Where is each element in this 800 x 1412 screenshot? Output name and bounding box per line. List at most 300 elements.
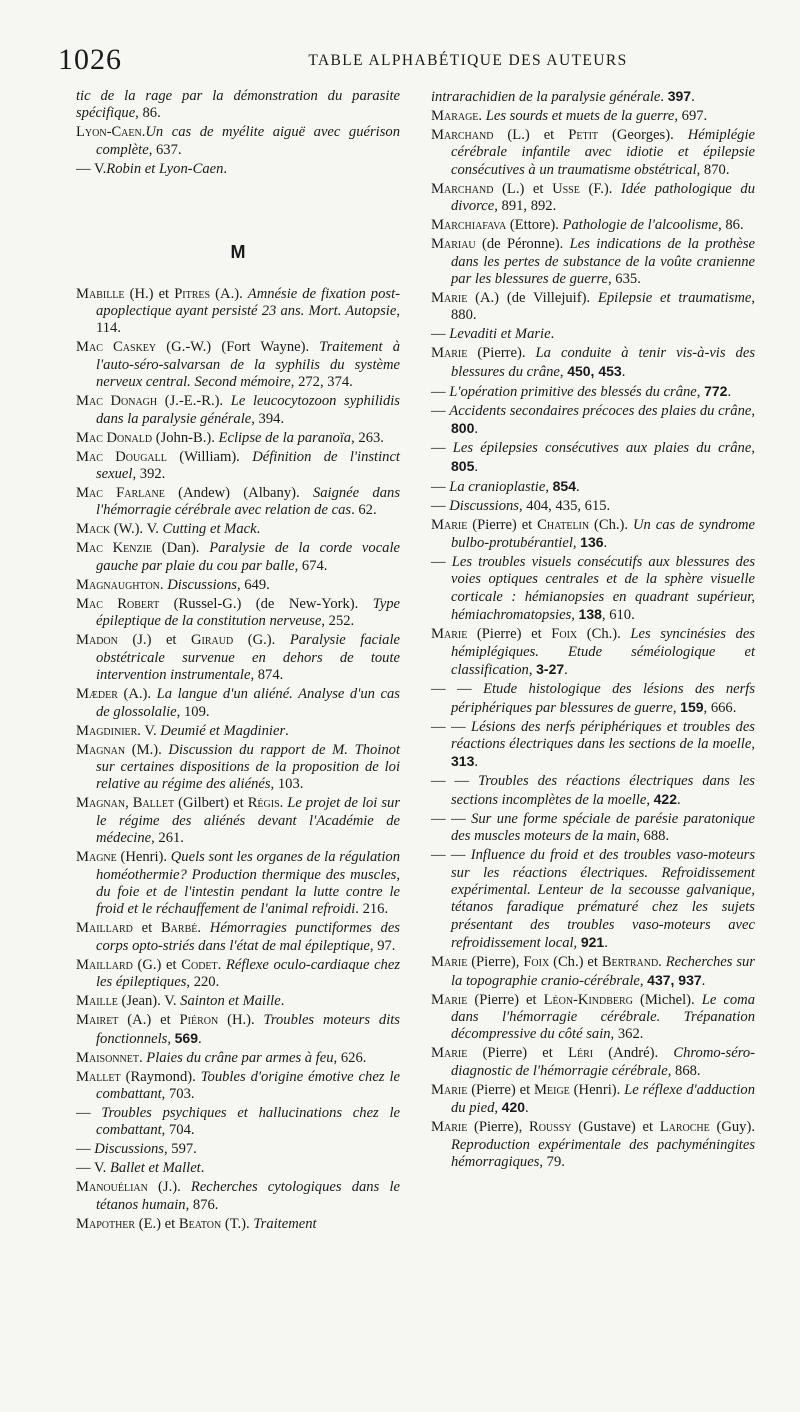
index-entry bbox=[76, 521, 400, 538]
index-entry bbox=[76, 993, 400, 1010]
entry-author: Mac Farlane bbox=[76, 485, 165, 502]
page-number: 1026 bbox=[58, 43, 122, 76]
index-entry bbox=[431, 403, 755, 439]
entry-author: — — bbox=[431, 810, 466, 827]
entry-connector bbox=[446, 440, 453, 456]
entry-connector: (Dan). bbox=[152, 540, 210, 557]
entry-page-ref: , bbox=[167, 1030, 175, 1047]
entry-page-ref: , 263. bbox=[351, 429, 384, 446]
index-entry bbox=[431, 478, 755, 496]
entry-author: Mabille bbox=[76, 285, 125, 302]
entry-page-ref: , 392. bbox=[132, 466, 166, 483]
entry-connector: (Gilbert) et bbox=[174, 795, 248, 812]
entry-page-ref: , 876. bbox=[185, 1196, 219, 1213]
index-entry bbox=[431, 498, 755, 515]
entry-author: — bbox=[431, 497, 446, 514]
entry-author: Marie bbox=[431, 290, 468, 307]
entries-before-section bbox=[76, 88, 400, 178]
entry-title: Traitement bbox=[253, 1215, 317, 1232]
index-entry bbox=[431, 326, 755, 343]
entry-title: La conduite à tenir vis-à-vis des blessures du crâne bbox=[451, 345, 755, 380]
entry-author: Marie bbox=[431, 626, 468, 643]
entry-page-ref-bold: 159 bbox=[680, 698, 704, 715]
entry-connector: (H.). bbox=[218, 1012, 264, 1029]
entry-connector: (A.) (de Villejuif). bbox=[467, 290, 598, 307]
entry-page-ref: . bbox=[564, 662, 568, 679]
index-entry bbox=[76, 686, 400, 721]
index-entry bbox=[76, 1179, 400, 1214]
index-entry bbox=[76, 632, 400, 684]
entry-author: — bbox=[431, 440, 446, 457]
entry-page-ref: , 870. bbox=[696, 161, 730, 178]
entry-title: Troubles moteurs dits fonctionnels bbox=[96, 1012, 400, 1047]
index-entry bbox=[431, 954, 755, 990]
entry-title: Paralysie faciale obstétricale survenue en dehors de toute intervention instrumentale bbox=[96, 632, 400, 684]
entry-page-ref: , bbox=[545, 478, 553, 495]
entry-page-ref: . bbox=[550, 326, 555, 343]
entry-author: Mapother bbox=[76, 1215, 136, 1232]
entry-author: Marage. bbox=[431, 108, 483, 124]
entry-page-ref: , 97. bbox=[369, 937, 396, 954]
index-entry bbox=[76, 1216, 400, 1233]
index-entry bbox=[431, 517, 755, 553]
entry-title: tic de la rage par la démonstration du parasite spécifique bbox=[76, 88, 400, 122]
entry-author: Maisonnet. bbox=[76, 1049, 143, 1066]
entry-title: Un cas de syndrome bulbo-protubérantiel bbox=[451, 516, 755, 552]
entry-page-ref: , 697. bbox=[674, 108, 708, 124]
entry-page-ref: . 62. bbox=[351, 502, 377, 519]
entry-title: Toubles d'origine émotive chez le combattant bbox=[96, 1068, 401, 1102]
entry-coauthor: Piéron bbox=[179, 1012, 219, 1029]
entry-page-ref: , 394. bbox=[251, 410, 285, 427]
entry-connector bbox=[201, 920, 210, 936]
entry-connector: (L.) et bbox=[493, 127, 569, 143]
entry-connector: (Pierre) et bbox=[467, 1081, 535, 1098]
entry-connector: (Michel). bbox=[632, 991, 702, 1008]
entry-author: Mack bbox=[76, 521, 111, 538]
entry-page-ref-bold: 397 bbox=[667, 88, 692, 104]
entry-coauthor: Barbé. bbox=[160, 920, 201, 937]
entry-title: Cutting et Mack bbox=[162, 521, 257, 538]
entry-title: Les épilepsies consécutives aux plaies du crâne bbox=[452, 440, 752, 457]
entry-connector: (Henri). bbox=[116, 849, 171, 866]
entry-connector: (Pierre) et bbox=[467, 991, 544, 1008]
entry-connector: (A.). bbox=[117, 686, 157, 703]
index-entry bbox=[76, 161, 400, 178]
entry-connector: (G.-W.) (Fort Wayne). bbox=[156, 339, 320, 356]
entry-page-ref: , bbox=[572, 535, 581, 552]
page-header bbox=[58, 42, 758, 78]
entry-author: Marie bbox=[431, 954, 468, 971]
entry-connector: (G.) et bbox=[132, 956, 182, 973]
entry-page-ref: , 891, 892. bbox=[494, 198, 557, 215]
entry-page-ref: , 79. bbox=[539, 1154, 565, 1170]
entry-author: Magnaughton. bbox=[76, 576, 164, 593]
entry-title: Le réflexe d'adduction du pied bbox=[451, 1081, 755, 1117]
entry-title: Hémiplégie cérébrale infantile avec idiotie et épilepsie consécutives à un traumatisme obstétrical bbox=[451, 127, 756, 178]
entry-author: Mac Kenzie bbox=[76, 540, 153, 557]
entry-page-ref: , 109. bbox=[176, 703, 210, 720]
index-entry bbox=[431, 1082, 755, 1118]
entry-title: Etude histologique des lésions des nerfs périphériques par blessures de guerre bbox=[451, 681, 756, 716]
entry-author: Marchand bbox=[431, 127, 494, 143]
entry-connector: (André). bbox=[593, 1045, 674, 1062]
entry-author: Mairet bbox=[76, 1012, 119, 1029]
entry-connector bbox=[91, 1105, 102, 1121]
entry-connector: (A.). bbox=[210, 285, 248, 302]
entry-author: Marie bbox=[431, 1081, 468, 1098]
entry-author: Maillard bbox=[76, 956, 133, 973]
entry-title: Accidents secondaires précoces des plaies du crâne bbox=[449, 402, 752, 419]
entry-connector: (E.) et bbox=[135, 1215, 179, 1232]
entry-page-ref-bold: 313 bbox=[451, 753, 475, 770]
entry-coauthor: Usse bbox=[552, 180, 580, 197]
entry-title: Les indications de la prothèse dans les pertes de substance de la voûte cranienne par les blessures de guerre bbox=[451, 236, 755, 288]
index-entry bbox=[431, 1119, 755, 1171]
entry-connector bbox=[472, 681, 483, 697]
entry-page-ref-bold: 854 bbox=[552, 477, 576, 494]
entry-connector: (Guy). bbox=[709, 1119, 755, 1136]
entry-title: Les troubles visuels consécutifs aux blessures des voies optiques centrales et de la sphère visuelle corticale : hémianopsies en quadrant supérieur, hémiachromatopsies bbox=[451, 554, 755, 624]
entry-connector: (Ch.) et bbox=[549, 954, 602, 971]
entry-title: Les sourds et muets de la guerre bbox=[485, 108, 675, 124]
entry-page-ref: , bbox=[751, 735, 755, 752]
index-entry bbox=[76, 742, 400, 794]
right-entries bbox=[431, 88, 755, 1171]
entry-connector: (Russel-G.) (de New-York). bbox=[159, 595, 373, 612]
entry-connector: (Pierre), bbox=[467, 954, 524, 971]
entry-page-ref: , 649. bbox=[236, 576, 270, 593]
entry-connector: (Henri). bbox=[569, 1081, 625, 1098]
entry-author: Maillard bbox=[76, 920, 133, 937]
entry-connector: (William). bbox=[166, 448, 253, 465]
entry-connector: (G.). bbox=[233, 632, 290, 649]
entry-author: Marie bbox=[431, 1119, 468, 1136]
index-entry bbox=[431, 217, 755, 234]
index-entry bbox=[431, 108, 755, 125]
entry-page-ref: . bbox=[701, 972, 706, 989]
index-entry bbox=[76, 393, 400, 428]
entry-author: — bbox=[431, 554, 446, 571]
entry-page-ref: , 114. bbox=[96, 303, 400, 337]
index-entry bbox=[431, 236, 755, 288]
entry-connector: (L.) et bbox=[493, 180, 553, 197]
entry-title: Saignée dans l'hémorragie cérébrale avec relation de cas bbox=[96, 485, 400, 519]
entry-author: — bbox=[431, 478, 446, 495]
entry-page-ref: , 704. bbox=[161, 1122, 195, 1139]
entry-page-ref-bold: 450, 453 bbox=[567, 362, 622, 379]
index-entry bbox=[431, 554, 755, 625]
entry-connector: (Ch.). bbox=[589, 516, 633, 533]
index-entry bbox=[431, 719, 755, 772]
entry-page-ref: . bbox=[603, 535, 608, 552]
index-entry bbox=[76, 957, 400, 992]
entry-page-ref: . bbox=[525, 1100, 529, 1117]
index-entry bbox=[76, 286, 400, 338]
index-entry bbox=[76, 1069, 400, 1104]
index-entry bbox=[76, 1012, 400, 1048]
entry-page-ref-bold: 422 bbox=[653, 790, 677, 807]
index-entry bbox=[431, 88, 755, 106]
entry-connector: (W.). V. bbox=[110, 521, 163, 538]
index-entry bbox=[76, 88, 400, 123]
entry-connector: (Pierre) et bbox=[467, 626, 552, 643]
index-entry bbox=[76, 449, 400, 484]
index-entry bbox=[431, 626, 755, 679]
index-entry bbox=[76, 1160, 400, 1177]
entry-page-ref: . bbox=[474, 754, 479, 771]
index-entry bbox=[431, 811, 755, 846]
entry-connector bbox=[469, 773, 478, 789]
entry-connector: V. bbox=[140, 722, 161, 739]
entry-page-ref: . bbox=[660, 89, 668, 105]
entry-title: Le leucocytozoon syphilidis dans la paralysie générale bbox=[96, 393, 400, 427]
entry-title: Le coma dans l'hémorragie cérébrale. Trépanation décompressive du côté sain bbox=[451, 991, 755, 1043]
entry-page-ref: , bbox=[751, 402, 755, 419]
entry-page-ref: , bbox=[494, 1100, 502, 1117]
entry-title: La cranioplastie bbox=[449, 478, 546, 495]
entry-title: Le projet de loi sur le régime des aliénés devant l'Académie de médecine bbox=[96, 795, 400, 847]
index-entry bbox=[431, 773, 755, 809]
entry-page-ref: . bbox=[280, 993, 285, 1010]
entry-author: Madon bbox=[76, 632, 118, 649]
entry-page-ref: . bbox=[474, 458, 479, 475]
entry-title: Sainton et Maille bbox=[180, 993, 281, 1010]
entry-page-ref: , 868. bbox=[667, 1062, 701, 1079]
entry-page-ref: , 880. bbox=[451, 290, 756, 324]
index-entry bbox=[431, 345, 755, 381]
index-entry bbox=[431, 127, 755, 179]
entry-title: Quels sont les organes de la régulation homéothermie? Production thermique des muscles, du foie et de l'intestin pendant la lutte contre le froid et le réchauffement de l'animal refroidi bbox=[96, 849, 400, 918]
entry-page-ref: , 261. bbox=[151, 830, 184, 847]
left-column bbox=[76, 88, 400, 1235]
index-entry bbox=[76, 849, 400, 919]
entry-page-ref: . bbox=[604, 935, 608, 952]
entry-page-ref: . bbox=[223, 160, 228, 177]
entry-author: — bbox=[76, 1141, 91, 1158]
entry-page-ref-bold: 805 bbox=[451, 457, 475, 474]
entry-author: Mac Donagh bbox=[76, 393, 158, 410]
entry-title: Discussions bbox=[167, 576, 237, 593]
entry-page-ref: , bbox=[571, 607, 579, 624]
entry-page-ref: , bbox=[559, 363, 568, 380]
entry-author: Mæder bbox=[76, 686, 118, 703]
index-entry bbox=[431, 181, 755, 216]
index-entry bbox=[431, 681, 755, 717]
entry-title: Réflexe oculo-cardiaque chez les épileptiques bbox=[96, 956, 401, 991]
entry-author: Mac Robert bbox=[76, 595, 160, 612]
entry-page-ref: , 637. bbox=[148, 141, 182, 158]
entry-page-ref: . bbox=[621, 363, 626, 380]
entry-coauthor: Laroche bbox=[659, 1119, 710, 1136]
index-entry bbox=[76, 339, 400, 391]
entry-author: Maille bbox=[76, 993, 118, 1010]
entry-page-ref: . bbox=[474, 421, 479, 438]
entry-title: intrarachidien de la paralysie générale bbox=[431, 89, 661, 105]
index-entry bbox=[76, 596, 400, 631]
entry-author: Mac Dougall bbox=[76, 448, 167, 465]
index-entry bbox=[76, 1105, 400, 1140]
entry-page-ref-bold: 437, 937 bbox=[647, 971, 702, 988]
entry-coauthor: Léon-Kindberg bbox=[543, 991, 633, 1008]
entry-author: Magdinier. bbox=[76, 722, 141, 739]
entry-coauthor: Beaton bbox=[178, 1215, 222, 1232]
entry-title: Paralysie de la corde vocale gauche par plaie du cou par balle bbox=[96, 540, 400, 574]
entry-title: Discussions bbox=[94, 1141, 164, 1158]
entry-author: — bbox=[431, 326, 446, 343]
entry-author: Marie bbox=[431, 991, 468, 1008]
entry-connector: (Gustave) et bbox=[571, 1119, 660, 1136]
entry-title: Epilepsie et traumatisme bbox=[597, 290, 752, 307]
entry-page-ref-bold: 772 bbox=[704, 382, 728, 399]
index-entry bbox=[431, 383, 755, 401]
entry-author: Marchiafava bbox=[431, 217, 507, 234]
entry-page-ref: , 103. bbox=[270, 776, 304, 793]
entry-title: Recherches cytologiques dans le tétanos humain bbox=[96, 1179, 400, 1213]
entry-title: Discussions bbox=[449, 497, 519, 514]
entry-page-ref: . bbox=[677, 791, 681, 808]
entry-author: — V. bbox=[76, 160, 107, 177]
index-entry bbox=[431, 290, 755, 325]
entry-connector: (Ch.). bbox=[577, 626, 631, 643]
entry-author: Mallet bbox=[76, 1068, 121, 1085]
entry-page-ref: , 635. bbox=[608, 271, 641, 288]
entry-author: Magne bbox=[76, 849, 117, 866]
entry-title: Plaies du crâne par armes à feu bbox=[146, 1049, 334, 1066]
entry-author: Mac Caskey bbox=[76, 339, 157, 356]
entry-page-ref: , 272, 374. bbox=[290, 374, 353, 391]
entry-page-ref: , 597. bbox=[163, 1141, 197, 1158]
entry-author: Manouélian bbox=[76, 1179, 148, 1196]
running-head: TABLE ALPHABÉTIQUE DES AUTEURS bbox=[308, 52, 628, 69]
entry-page-ref: . bbox=[256, 521, 261, 538]
entry-page-ref: , 86. bbox=[718, 217, 744, 234]
index-entry bbox=[76, 540, 400, 575]
entry-page-ref-bold: 800 bbox=[451, 420, 475, 437]
entry-page-ref: , 220. bbox=[186, 974, 220, 991]
entry-title: Pathologie de l'alcoolisme bbox=[562, 217, 719, 234]
entry-page-ref: , 703. bbox=[161, 1085, 195, 1102]
entry-author: — — bbox=[431, 847, 466, 864]
entry-connector: (Pierre) et bbox=[467, 1045, 569, 1062]
entry-connector: (Pierre). bbox=[467, 345, 536, 362]
entry-page-ref: , 610. bbox=[601, 607, 635, 624]
entry-author: Marie bbox=[431, 516, 468, 533]
entry-author: — — bbox=[431, 681, 472, 698]
entry-coauthor: Petit bbox=[568, 127, 599, 143]
entry-coauthor: Chatelin bbox=[537, 516, 590, 533]
entry-connector: (J.) et bbox=[117, 632, 192, 649]
entry-title: Discussion du rapport de M. Thoinot sur certaines dispositions de la proposition de loi relative au régime des aliénés bbox=[96, 741, 400, 793]
entry-coauthor: Foix bbox=[523, 954, 550, 971]
entry-coauthor: Léri bbox=[568, 1045, 594, 1062]
entry-author: — bbox=[431, 383, 446, 400]
entry-title: Robin et Lyon-Caen bbox=[106, 160, 224, 177]
entry-page-ref: , bbox=[696, 383, 705, 400]
entry-connector: (T.). bbox=[221, 1215, 254, 1232]
entry-page-ref-bold: 420 bbox=[501, 1099, 526, 1116]
entry-page-ref: , 674. bbox=[294, 557, 328, 574]
entry-connector: (M.). bbox=[125, 741, 169, 758]
entry-connector: (Jean). V. bbox=[117, 993, 181, 1010]
entry-author: — — bbox=[431, 773, 470, 790]
entry-page-ref: , bbox=[573, 935, 581, 952]
entry-coauthor: Régis. bbox=[247, 795, 284, 812]
entry-title: Troubles des réactions électriques dans les sections incomplètes de la moelle bbox=[451, 773, 755, 808]
entry-connector: (Ettore). bbox=[506, 217, 563, 234]
entry-title: Levaditi et Marie bbox=[449, 326, 551, 343]
entry-title: Sur une forme spéciale de parésie paratonique des muscles moteurs de la main bbox=[451, 810, 755, 845]
entry-title: Type épileptique de la constitution nerveuse bbox=[96, 595, 400, 630]
entry-page-ref: . bbox=[691, 89, 695, 105]
entry-page-ref: , 666. bbox=[703, 699, 737, 716]
index-entry bbox=[76, 1050, 400, 1067]
entry-page-ref-bold: 138 bbox=[578, 606, 602, 623]
entry-title: Traitement à l'auto-séro-salvarsan de la syphilis du système nerveux central. Second mémoire bbox=[96, 339, 400, 391]
entry-coauthor: Meige bbox=[534, 1081, 570, 1098]
entry-title: Idée pathologique du divorce bbox=[451, 180, 755, 215]
entry-author: — bbox=[431, 402, 446, 419]
entry-page-ref: . bbox=[200, 1160, 205, 1177]
entry-title: Ballet et Mallet bbox=[109, 1160, 201, 1177]
index-entry bbox=[76, 723, 400, 740]
entry-title: Hémorragies punctiformes des corps opto-striés dans l'état de mal épileptique bbox=[96, 920, 400, 954]
entry-connector: (A.) et bbox=[118, 1012, 180, 1029]
entry-coauthor: Pitres bbox=[174, 285, 211, 302]
entry-page-ref: , 404, 435, 615. bbox=[518, 497, 611, 514]
index-entry bbox=[76, 795, 400, 847]
entry-title: Reproduction expérimentale des pachyméningites hémorragiques bbox=[451, 1136, 755, 1170]
entry-author: Marie bbox=[431, 1045, 468, 1062]
entry-title: Troubles psychiques et hallucinations chez le combattant bbox=[96, 1104, 400, 1139]
entry-connector: (J.). bbox=[147, 1179, 191, 1196]
entry-title: Définition de l'instinct sexuel bbox=[96, 448, 400, 483]
entry-page-ref-bold: 136 bbox=[580, 534, 604, 551]
entry-title: Les syncinésies des hémiplégiques. Etude séméiologique et classification bbox=[451, 626, 755, 679]
index-entry bbox=[76, 430, 400, 447]
entry-page-ref: . 216. bbox=[355, 901, 389, 918]
entry-page-ref: , bbox=[639, 972, 648, 989]
entry-page-ref: . bbox=[727, 383, 732, 400]
entry-page-ref: . bbox=[198, 1030, 202, 1047]
entry-author: Marie bbox=[431, 345, 468, 362]
entry-page-ref: , 362. bbox=[610, 1026, 644, 1043]
entry-author: Lyon-Caen. bbox=[76, 124, 146, 141]
index-entry bbox=[76, 1141, 400, 1158]
entry-page-ref: . bbox=[575, 478, 580, 495]
right-column bbox=[431, 88, 755, 1173]
index-entry bbox=[431, 440, 755, 476]
entry-coauthor: Codet. bbox=[181, 956, 222, 973]
entry-connector: (John-B.). bbox=[152, 429, 219, 446]
index-entry bbox=[431, 992, 755, 1044]
index-entry bbox=[76, 124, 400, 159]
entry-title: Lésions des nerfs périphériques et troubles des réactions électriques dans les sections de la moelle bbox=[451, 718, 755, 752]
entry-title: Recherches sur la topographie cranio-cérébrale bbox=[451, 954, 755, 989]
entry-author: Marchand bbox=[431, 180, 494, 197]
entry-author: — V. bbox=[76, 1160, 107, 1177]
entry-coauthor: Roussy bbox=[528, 1119, 572, 1136]
entry-title: Amnésie de fixation post-apoplectique ayant persisté 23 ans. Mort. Autopsie bbox=[96, 285, 400, 320]
entry-connector: (J.-E.-R.). bbox=[157, 393, 231, 410]
entry-author: Magnan, Ballet bbox=[76, 795, 175, 812]
entry-connector: (Raymond). bbox=[120, 1068, 201, 1085]
index-entry bbox=[76, 920, 400, 955]
entry-connector: (Pierre), bbox=[467, 1119, 529, 1136]
entry-page-ref: , 626. bbox=[333, 1049, 367, 1066]
index-entry bbox=[76, 577, 400, 594]
entry-connector: (Georges). bbox=[598, 127, 688, 143]
